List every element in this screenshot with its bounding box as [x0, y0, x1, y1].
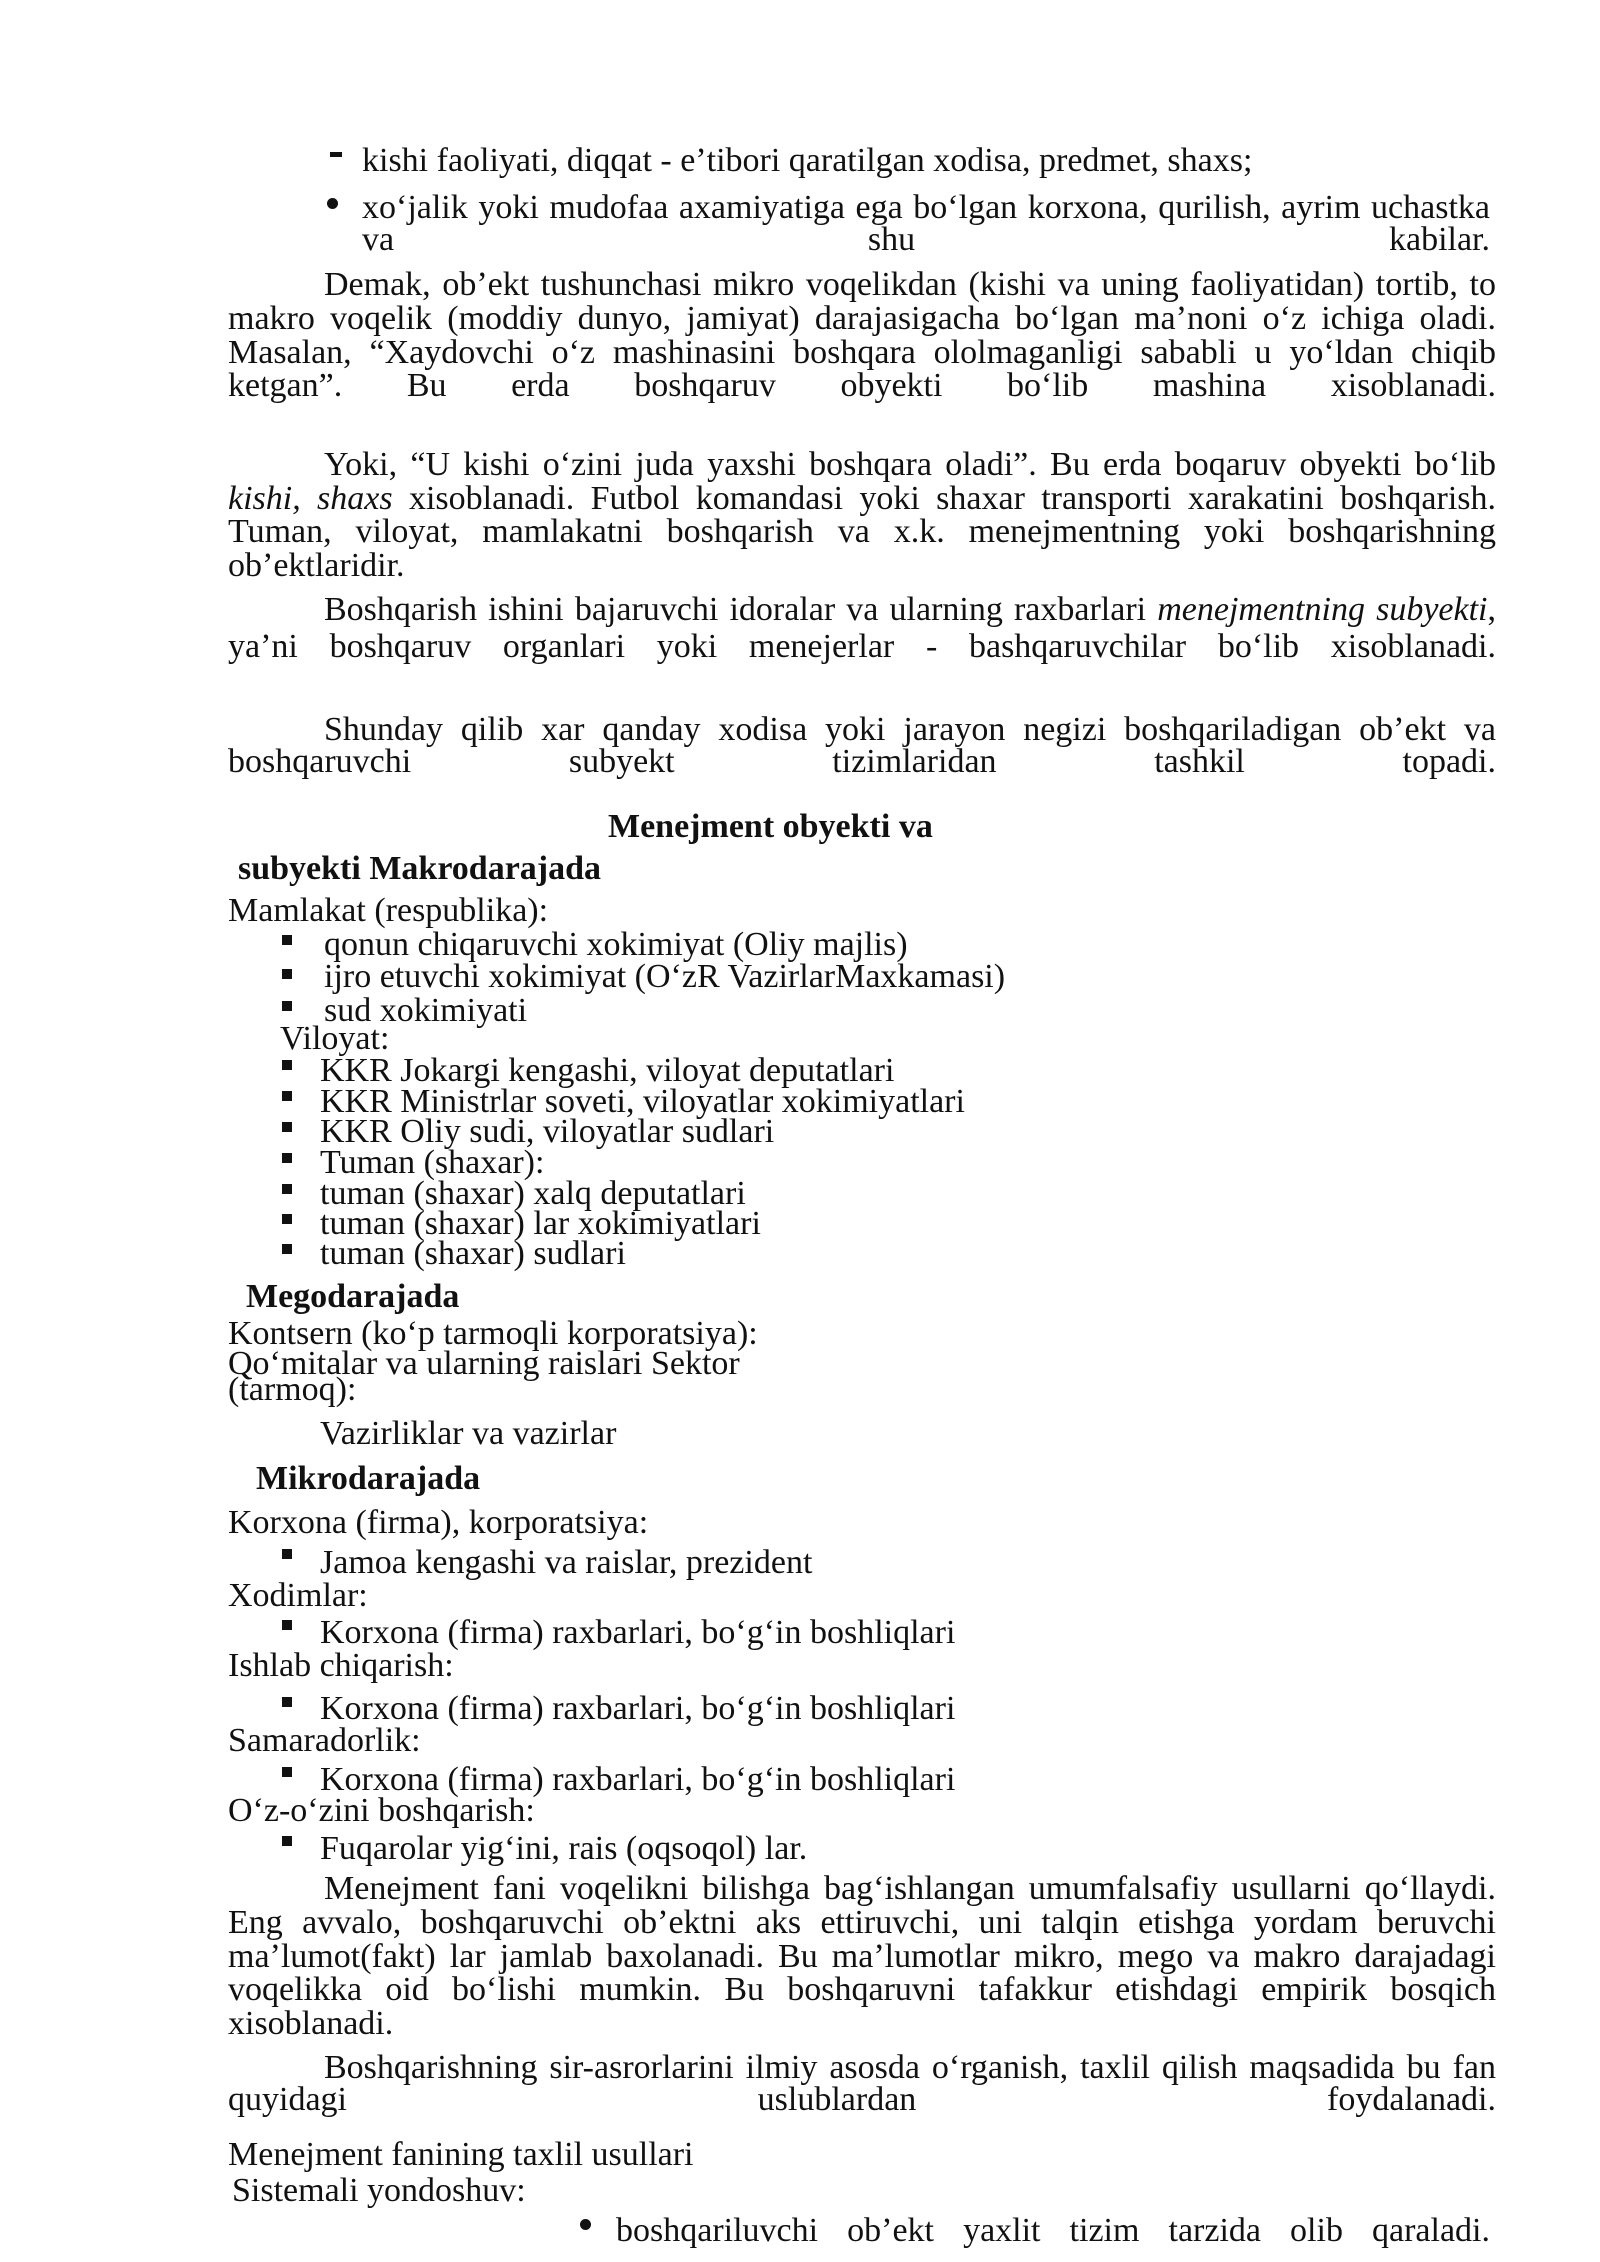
- country-label: Mamlakat (respublika):: [228, 892, 549, 929]
- bullet-square-icon: [282, 1214, 292, 1224]
- paragraph-3-italic: menejmentning subyekti: [1157, 591, 1488, 628]
- bullet-square-icon: [282, 1091, 292, 1101]
- paragraph-2-italic: kishi, shaxs: [228, 479, 393, 517]
- section-heading-line-1: Menejment obyekti va: [608, 808, 933, 845]
- bullet-square-icon: [282, 1767, 292, 1777]
- micro-group-1-item: Jamoa kengashi va raislar, prezident: [320, 1544, 813, 1581]
- micro-group-3-item: Korxona (firma) raxbarlari, boʻgʻin boshliqlari: [320, 1690, 956, 1727]
- bullet-square-icon: [282, 1122, 292, 1132]
- country-item-3: sud xokimiyati: [324, 992, 528, 1029]
- bullet-square-icon: [282, 1549, 292, 1559]
- country-item-2: ijro etuvchi xokimiyat (OʻzR VazirlarMaxkamasi): [324, 958, 1006, 995]
- micro-group-3-label: Ishlab chiqarish:: [228, 1647, 454, 1684]
- systems-label: Sistemali yondoshuv:: [232, 2172, 526, 2209]
- country-item-1: qonun chiqaruvchi xokimiyat (Oliy majlis): [324, 926, 908, 963]
- paragraph-2-text-b: xisoblanadi. Futbol komandasi yoki shaxar transporti xarakatini boshqarish. Tuman, viloyat, mamlakatni boshqarish va x.k. menejmentning yoki boshqarishning obʼektlaridir.: [228, 479, 1496, 584]
- paragraph-3-text-b: , yaʼni boshqaruv organlari yoki menejerlar - bashqaruvchilar boʻlib xisoblanadi.: [228, 591, 1496, 665]
- region-item-2: KKR Ministrlar soveti, viloyatlar xokimiyatlari: [320, 1083, 965, 1120]
- bullet-square-icon: [282, 969, 292, 979]
- region-item-1: KKR Jokargi kengashi, viloyat deputatlari: [320, 1052, 895, 1089]
- section-heading-line-2: subyekti Makrodarajada: [238, 850, 602, 887]
- bullet-square-icon: [282, 1001, 292, 1011]
- paragraph-3: [228, 591, 1496, 665]
- region-item-3: KKR Oliy sudi, viloyatlar sudlari: [320, 1113, 775, 1150]
- micro-group-1-label: Korxona (firma), korporatsiya:: [228, 1504, 649, 1541]
- mego-line-4: Vazirliklar va vazirlar: [320, 1415, 617, 1452]
- region-item-7: tuman (shaxar) sudlari: [320, 1235, 626, 1272]
- mego-heading: Megodarajada: [246, 1278, 460, 1315]
- paragraph-2: [228, 448, 1496, 582]
- methods-label: Menejment fanining taxlil usullari: [228, 2136, 694, 2173]
- region-item-5: tuman (shaxar) xalq deputatlari: [320, 1175, 746, 1212]
- bullet-square-icon: [282, 1153, 292, 1163]
- systems-item: boshqariluvchi obʼekt yaxlit tizim tarzida olib qaraladi.: [616, 2212, 1490, 2249]
- mego-line-1: Kontsern (koʻp tarmoqli korporatsiya):: [228, 1315, 758, 1352]
- mego-line-3: (tarmoq):: [228, 1371, 357, 1408]
- paragraph-3-text-a: Boshqarish ishini bajaruvchi idoralar va ularning raxbarlari: [324, 591, 1158, 628]
- micro-group-2-item: Korxona (firma) raxbarlari, boʻgʻin boshliqlari: [320, 1614, 956, 1651]
- micro-group-4-label: Samaradorlik:: [228, 1722, 421, 1759]
- paragraph-6: Boshqarishning sir-asrorlarini ilmiy asosda oʻrganish, taxlil qilish maqsadida bu fan quyidagi uslublardan foydalanadi.: [228, 2049, 1496, 2118]
- micro-group-4-item: Korxona (firma) raxbarlari, boʻgʻin boshliqlari: [320, 1761, 956, 1798]
- bullet-square-icon: [282, 935, 292, 945]
- region-item-6: tuman (shaxar) lar xokimiyatlari: [320, 1205, 761, 1242]
- micro-group-5-item: Fuqarolar yigʻini, rais (oqsoqol) lar.: [320, 1830, 808, 1867]
- bullet-square-icon: [282, 1697, 292, 1707]
- paragraph-4: Shunday qilib xar qanday xodisa yoki jarayon negizi boshqariladigan obʼekt va boshqaruvchi subyekt tizimlaridan tashkil topadi.: [228, 711, 1496, 780]
- intro-bullet-1: kishi faoliyati, diqqat - eʼtibori qaratilgan xodisa, predmet, shaxs;: [362, 142, 1253, 179]
- region-label: Viloyat:: [280, 1020, 390, 1057]
- dash-bullet-icon: [330, 152, 342, 157]
- bullet-square-icon: [282, 1184, 292, 1194]
- bullet-square-icon: [282, 1620, 292, 1630]
- paragraph-1: Demak, obʼekt tushunchasi mikro voqelikdan (kishi va uning faoliyatidan) tortib, to makro voqelik (moddiy dunyo, jamiyat) darajasigacha boʻlgan maʼnoni oʻz ichiga oladi. Masalan, “Xaydovchi oʻz mashinasini boshqara ololmaganligi sababli u yoʻldan chiqib ketgan”. Bu erda boshqaruv obyekti boʻlib mashina xisoblanadi.: [228, 266, 1496, 405]
- bullet-dot-icon: [580, 2219, 591, 2230]
- mego-line-2: Qoʻmitalar va ularning raislari Sektor: [228, 1345, 740, 1382]
- bullet-square-icon: [282, 1060, 292, 1070]
- micro-heading: Mikrodarajada: [256, 1460, 481, 1497]
- paragraph-5: Menejment fani voqelikni bilishga bagʻishlangan umumfalsafiy usullarni qoʻllaydi. Eng avvalo, boshqaruvchi obʼektni aks ettiruvchi, uni talqin etishga yordam beruvchi maʼlumot(fakt) lar jamlab baxolanadi. Bu maʼlumotlar mikro, mego va makro darajadagi voqelikka oid boʻlishi mumkin. Bu boshqaruvni tafakkur etishdagi empirik bosqich xisoblanadi.: [228, 1870, 1496, 2043]
- bullet-square-icon: [282, 1244, 292, 1254]
- micro-group-5-label: Oʻz-oʻzini boshqarish:: [228, 1792, 535, 1829]
- paragraph-2-text-a: Yoki, “U kishi oʻzini juda yaxshi boshqara oladi”. Bu erda boqaruv obyekti boʻlib: [324, 446, 1496, 483]
- bullet-dot-icon: [327, 198, 338, 209]
- intro-bullet-2: xoʻjalik yoki mudofaa axamiyatiga ega boʻlgan korxona, qurilish, ayrim uchastka va shu kabilar.: [362, 189, 1490, 258]
- region-item-4: Tuman (shaxar):: [320, 1144, 545, 1181]
- micro-group-2-label: Xodimlar:: [228, 1577, 368, 1614]
- bullet-square-icon: [282, 1836, 292, 1846]
